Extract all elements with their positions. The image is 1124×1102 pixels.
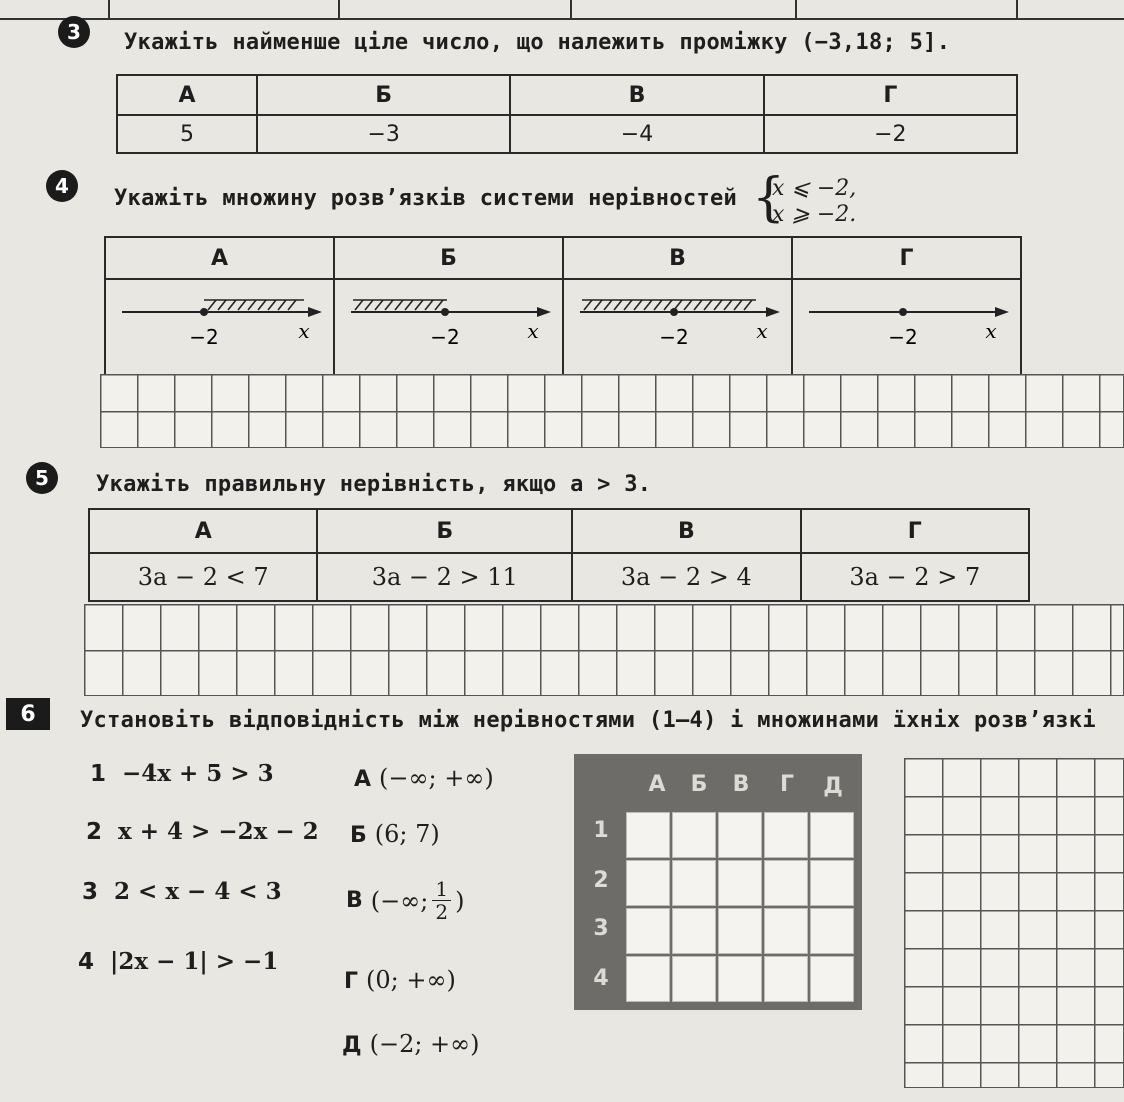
fraction-one-half: 1 2 bbox=[432, 878, 451, 923]
q4-header-a: А bbox=[105, 237, 334, 279]
grid-col-a: А bbox=[648, 772, 666, 797]
q5-header-v: В bbox=[572, 509, 800, 553]
number-line-g bbox=[792, 279, 1021, 379]
q4b-axis-label: x bbox=[526, 319, 539, 343]
q6-scratch-grid bbox=[904, 758, 1124, 1088]
system-line-2: x ⩾ −2. bbox=[772, 202, 857, 227]
answer-cell-4-b[interactable] bbox=[672, 956, 716, 1002]
q3-answer-v: −4 bbox=[510, 115, 763, 153]
option-g: Г (0; +∞) bbox=[344, 966, 456, 994]
q5-header-a: А bbox=[89, 509, 317, 553]
answer-cell-4-g[interactable] bbox=[764, 956, 808, 1002]
inequality-3: 3 2 < x − 4 < 3 bbox=[82, 878, 282, 905]
question-3-answer-table bbox=[116, 74, 1018, 154]
answer-cell-1-v[interactable] bbox=[718, 812, 762, 858]
number-line-v bbox=[563, 279, 792, 379]
previous-table-strip bbox=[0, 0, 1124, 20]
answer-cell-2-d[interactable] bbox=[810, 860, 854, 906]
q4-header-b: Б bbox=[334, 237, 563, 279]
q3-header-v: В bbox=[510, 75, 763, 115]
option-b: Б (6; 7) bbox=[350, 820, 440, 848]
question-5-text: Укажіть правильну нерівність, якщо a > 3. bbox=[96, 472, 652, 497]
answer-cell-1-a[interactable] bbox=[626, 812, 670, 858]
option-v: В (−∞; 1 2 ) bbox=[346, 877, 465, 924]
q3-header-a: А bbox=[117, 75, 257, 115]
q5-answer-v: 3a − 2 > 4 bbox=[572, 553, 800, 601]
answer-cell-4-d[interactable] bbox=[810, 956, 854, 1002]
q4-header-g: Г bbox=[792, 237, 1021, 279]
system-brace: { bbox=[752, 168, 786, 228]
q5-scratch-grid bbox=[84, 604, 1124, 696]
inequality-system bbox=[772, 176, 856, 228]
question-3-number: 3 bbox=[58, 16, 90, 48]
q4g-axis-label: x bbox=[984, 319, 997, 343]
grid-col-d: Д bbox=[823, 774, 843, 799]
grid-row-3: 3 bbox=[593, 916, 609, 941]
answer-cell-3-v[interactable] bbox=[718, 908, 762, 954]
q3-answer-a: 5 bbox=[117, 115, 257, 153]
inequality-1: 1 −4x + 5 > 3 bbox=[90, 760, 274, 787]
question-5-answer-table bbox=[88, 508, 1030, 602]
grid-col-g: Г bbox=[779, 772, 795, 797]
answer-cell-1-d[interactable] bbox=[810, 812, 854, 858]
question-4-number: 4 bbox=[46, 170, 78, 202]
q3-header-b: Б bbox=[257, 75, 510, 115]
number-line-a bbox=[105, 279, 334, 379]
question-3-text: Укажіть найменше ціле число, що належить проміжку (−3,18; 5]. bbox=[124, 30, 951, 55]
number-line-b bbox=[334, 279, 563, 379]
inequality-4: 4 |2x − 1| > −1 bbox=[78, 948, 279, 975]
grid-row-1: 1 bbox=[593, 818, 609, 843]
question-4-text: Укажіть множину розв’язків системи нерівностей bbox=[114, 186, 738, 211]
answer-cell-1-g[interactable] bbox=[764, 812, 808, 858]
question-6-text: Установіть відповідність між нерівностями (1–4) і множинами їхніх розв’язкі bbox=[80, 708, 1096, 733]
question-5-number: 5 bbox=[26, 462, 58, 494]
grid-row-4: 4 bbox=[593, 966, 609, 991]
grid-col-v: В bbox=[732, 772, 750, 797]
answer-cell-3-b[interactable] bbox=[672, 908, 716, 954]
q5-header-b: Б bbox=[317, 509, 572, 553]
answer-cell-1-b[interactable] bbox=[672, 812, 716, 858]
answer-cell-2-g[interactable] bbox=[764, 860, 808, 906]
q4b-point-label: −2 bbox=[429, 325, 460, 349]
question-4-answer-table bbox=[104, 236, 1022, 380]
answer-cell-4-v[interactable] bbox=[718, 956, 762, 1002]
grid-col-b: Б bbox=[690, 772, 708, 797]
q4v-axis-label: x bbox=[755, 319, 768, 343]
q4a-axis-label: x bbox=[297, 319, 310, 343]
q5-answer-a: 3a − 2 < 7 bbox=[89, 553, 317, 601]
question-6-number: 6 bbox=[6, 698, 50, 730]
answer-cell-3-d[interactable] bbox=[810, 908, 854, 954]
q4-scratch-grid bbox=[100, 374, 1124, 448]
answer-cell-2-v[interactable] bbox=[718, 860, 762, 906]
option-a: А (−∞; +∞) bbox=[354, 764, 494, 792]
q3-header-g: Г bbox=[764, 75, 1017, 115]
q4v-point-label: −2 bbox=[658, 325, 689, 349]
answer-cell-3-g[interactable] bbox=[764, 908, 808, 954]
matching-answer-grid bbox=[574, 754, 862, 1010]
option-d: Д (−2; +∞) bbox=[342, 1030, 480, 1058]
answer-cell-2-b[interactable] bbox=[672, 860, 716, 906]
q5-answer-g: 3a − 2 > 7 bbox=[801, 553, 1029, 601]
q5-header-g: Г bbox=[801, 509, 1029, 553]
answer-cell-2-a[interactable] bbox=[626, 860, 670, 906]
grid-row-2: 2 bbox=[593, 868, 609, 893]
q4-header-v: В bbox=[563, 237, 792, 279]
q4a-point-label: −2 bbox=[188, 325, 219, 349]
q3-answer-b: −3 bbox=[257, 115, 510, 153]
inequality-2: 2 x + 4 > −2x − 2 bbox=[86, 818, 319, 845]
system-line-1: x ⩽ −2, bbox=[772, 176, 857, 201]
answer-cell-3-a[interactable] bbox=[626, 908, 670, 954]
answer-cell-4-a[interactable] bbox=[626, 956, 670, 1002]
q4g-point-label: −2 bbox=[887, 325, 918, 349]
q5-answer-b: 3a − 2 > 11 bbox=[317, 553, 572, 601]
q3-answer-g: −2 bbox=[764, 115, 1017, 153]
